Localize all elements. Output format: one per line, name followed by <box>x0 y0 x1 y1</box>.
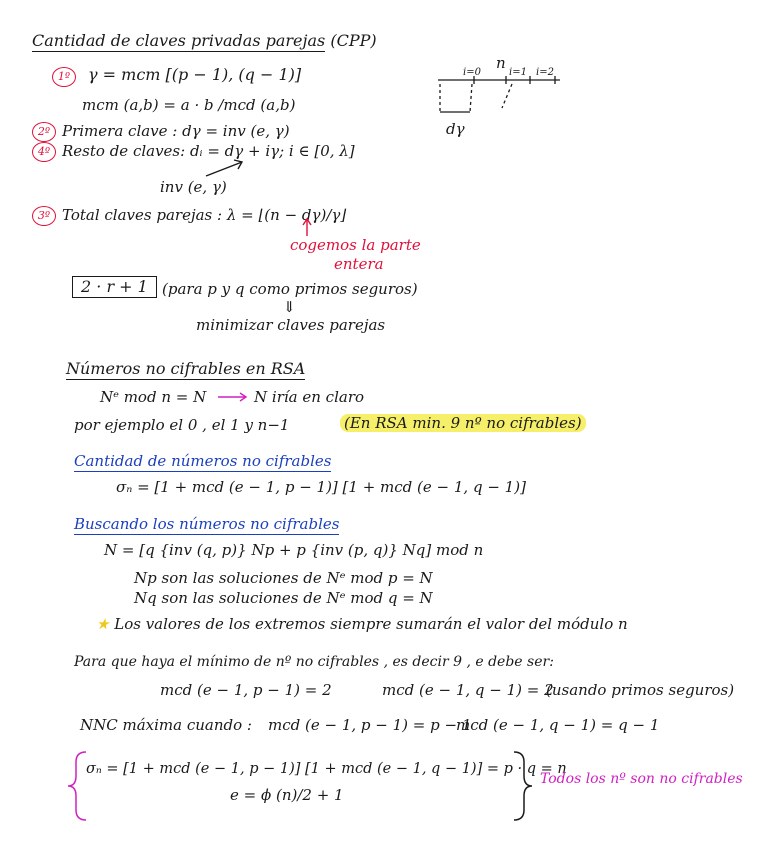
implies-arrow: ⇓ <box>283 298 296 316</box>
nnc-result: N iría en claro <box>254 388 365 406</box>
dash-mid <box>470 84 472 112</box>
count-equation: σₙ = [1 + mcd (e − 1, p − 1)] [1 + mcd (e − 1, q − 1)] <box>116 478 526 496</box>
right-brace <box>514 752 532 820</box>
nnc-examples: por ejemplo el 0 , el 1 y n−1 <box>74 416 290 434</box>
total-pairs-equation: Total claves parejas : λ = ⌊(n − dγ)/γ⌋ <box>62 206 347 224</box>
number-line-diagram <box>438 76 560 112</box>
np-definition: Np son las soluciones de Nᵉ mod p = N <box>134 569 433 587</box>
diagram-label-d: dγ <box>446 120 465 138</box>
gamma-equation: γ = mcm [(p − 1), (q − 1)] <box>88 65 302 84</box>
diagram-label-n: n <box>496 54 506 72</box>
boxed-expression: 2 · r + 1 <box>72 276 157 298</box>
magenta-arrow <box>218 393 246 401</box>
max-equation-p: mcd (e − 1, p − 1) = p − 1 <box>268 716 472 734</box>
nnc-highlight-note: (En RSA min. 9 nº no cifrables) <box>340 414 586 432</box>
final-equation-1: σₙ = [1 + mcd (e − 1, p − 1)] [1 + mcd (e − 1, q − 1)] = p · q = n <box>86 761 567 777</box>
step-3-marker: 3º <box>32 206 56 226</box>
nq-definition: Nq son las soluciones de Nᵉ mod q = N <box>134 589 433 607</box>
find-equation: N = [q {inv (q, p)} Np + p {inv (p, q)} Nq] mod n <box>104 541 484 559</box>
diagram-label-i0: i=0 <box>463 67 481 78</box>
min-intro: Para que haya el mínimo de nº no cifrables , es decir 9 , e debe ser: <box>74 654 554 670</box>
dash-right <box>502 84 512 108</box>
diagram-label-i1: i=1 <box>509 67 527 78</box>
rest-keys-equation: Resto de claves: dᵢ = dγ + iγ; i ∈ [0, λ] <box>62 142 355 160</box>
find-title-text: Buscando los números no cifrables <box>74 515 340 533</box>
step-2-marker: 2º <box>32 122 56 142</box>
min-note: (usando primos seguros) <box>546 681 735 699</box>
star-icon: ★ <box>96 615 110 633</box>
diagram-label-i2: i=2 <box>536 67 554 78</box>
floor-note-line1: cogemos la parte <box>290 236 421 254</box>
inv-arrow <box>206 160 242 176</box>
star-note-text: Los valores de los extremos siempre sumarán el valor del módulo n <box>114 615 628 633</box>
inv-note: inv (e, γ) <box>160 178 227 196</box>
left-brace <box>68 752 86 820</box>
section-title-nnc-text: Números no cifrables en RSA <box>66 359 306 378</box>
mcm-definition: mcm (a,b) = a · b /mcd (a,b) <box>82 96 296 114</box>
first-key-equation: Primera clave : dγ = inv (e, γ) <box>62 122 290 140</box>
floor-note-line2: entera <box>334 255 384 273</box>
nnc-main-equation: Nᵉ mod n = N <box>100 388 207 406</box>
section-title-text: Cantidad de claves privadas parejas <box>32 31 326 50</box>
section-title-abbr: (CPP) <box>330 31 377 50</box>
final-note: Todos los nº son no cifrables <box>540 771 743 787</box>
step-4-marker: 4º <box>32 142 56 162</box>
max-intro: NNC máxima cuando : <box>80 716 252 734</box>
floor-arrow <box>303 219 311 236</box>
count-title-text: Cantidad de números no cifrables <box>74 452 332 470</box>
minimize-note: minimizar claves parejas <box>196 316 386 334</box>
final-equation-2: e = ϕ (n)/2 + 1 <box>230 786 344 804</box>
min-equation-q: mcd (e − 1, q − 1) = 2 <box>382 681 554 699</box>
max-equation-q: mcd (e − 1, q − 1) = q − 1 <box>456 716 660 734</box>
boxed-note: (para p y q como primos seguros) <box>162 280 418 298</box>
step-1-marker: 1º <box>52 67 76 87</box>
min-equation-p: mcd (e − 1, p − 1) = 2 <box>160 681 332 699</box>
